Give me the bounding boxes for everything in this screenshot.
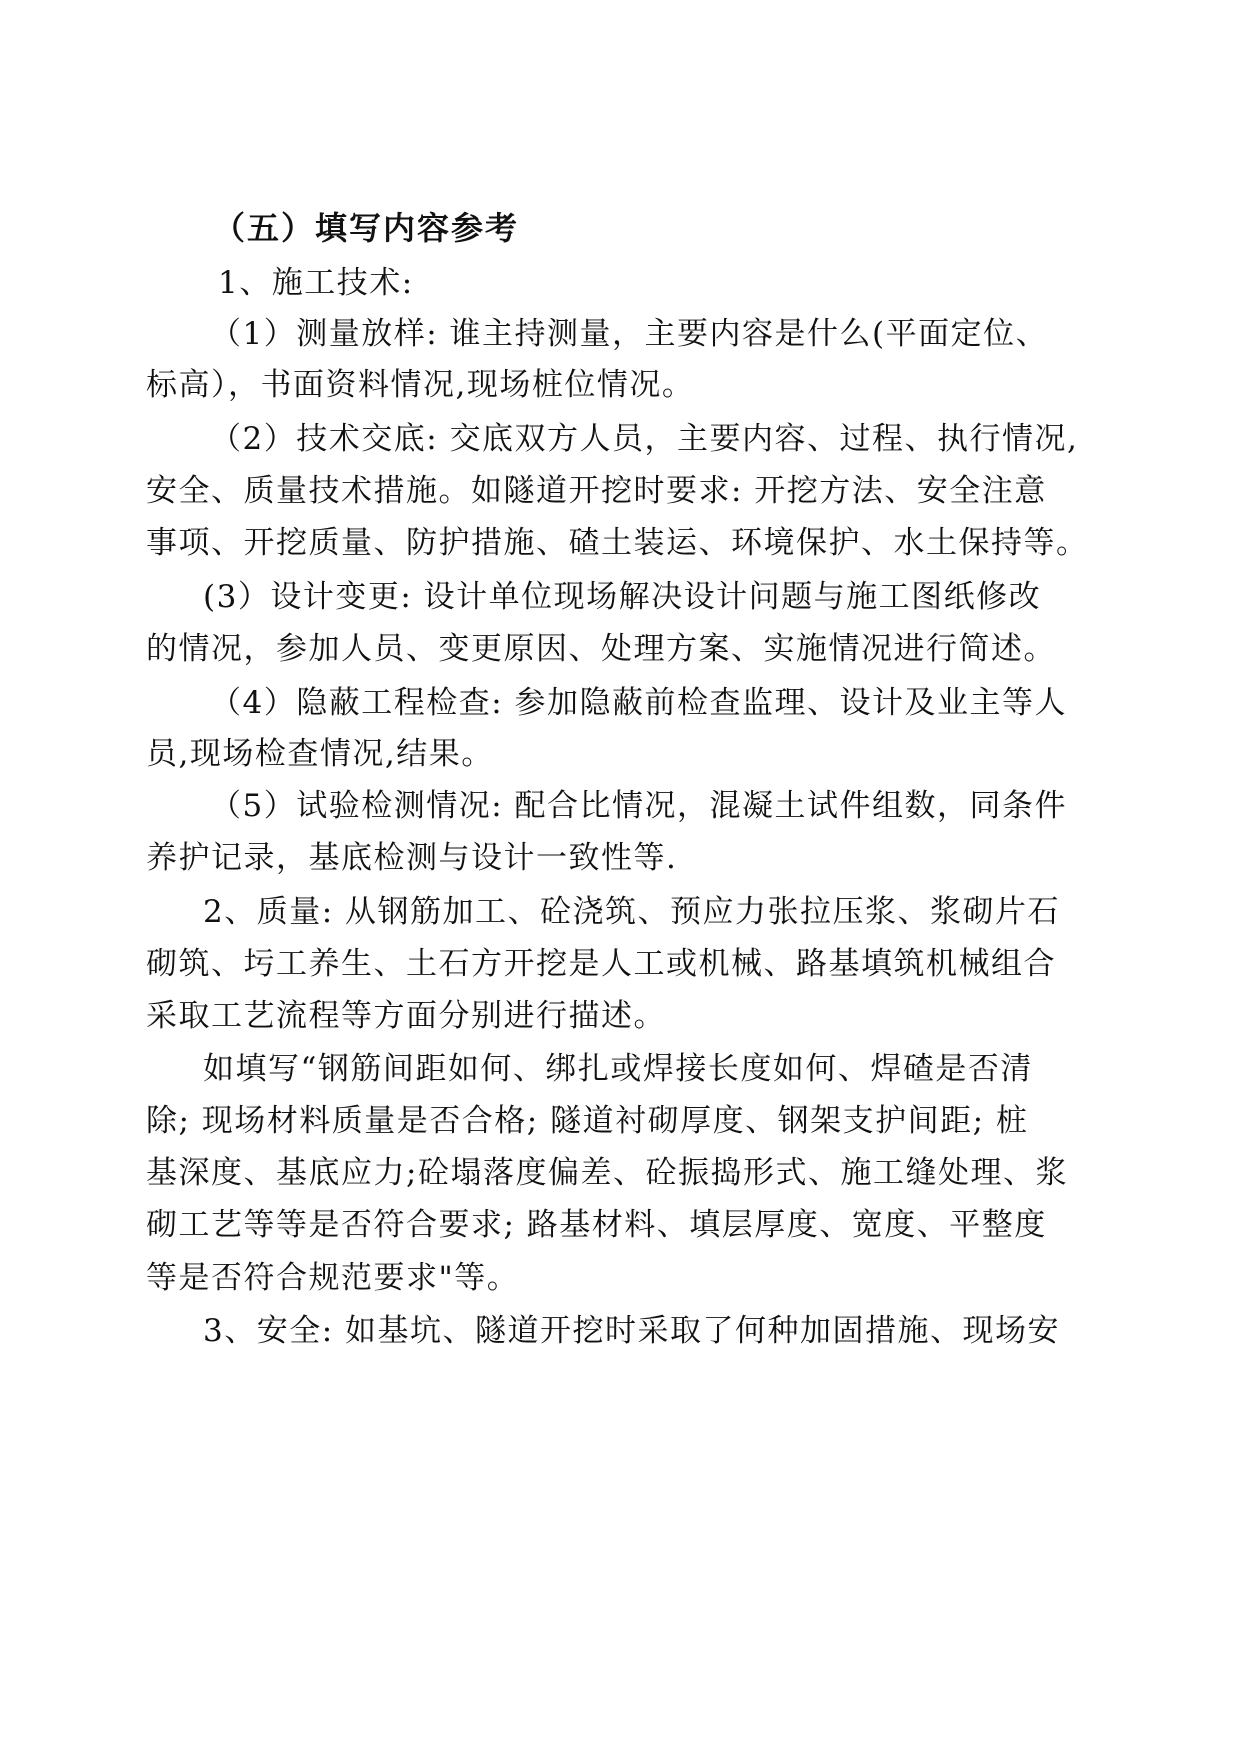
text-line: 基深度、基底应力;砼塌落度偏差、砼振捣形式、施工缝处理、浆	[146, 1155, 1068, 1191]
text-line: 事项、开挖质量、防护措施、碴土装运、环境保护、水土保持等。	[146, 525, 1089, 561]
text-line: 等是否符合规范要求"等。	[146, 1260, 520, 1296]
text-line: （5）试验检测情况: 配合比情况，混凝土试件组数，同条件	[210, 788, 1068, 824]
text-line: （2）技术交底: 交底双方人员，主要内容、过程、执行情况,	[210, 421, 1079, 457]
text-line: 采取工艺流程等方面分别进行描述。	[146, 998, 666, 1034]
text-line: 的情况，参加人员、变更原因、处理方案、实施情况进行简述。	[146, 631, 1056, 667]
text-line: 砌筑、圬工养生、土石方开挖是人工或机械、路基填筑机械组合	[146, 946, 1056, 982]
text-line: 除; 现场材料质量是否合格; 隧道衬砌厚度、钢架支护间距; 桩	[146, 1103, 1029, 1139]
text-line: （4）隐蔽工程检查: 参加隐蔽前检查监理、设计及业主等人	[210, 685, 1068, 721]
text-line: 3、安全: 如基坑、隧道开挖时采取了何种加固措施、现场安	[203, 1313, 1061, 1349]
text-line: 养护记录，基底检测与设计一致性等.	[146, 840, 678, 876]
text-line: 2、质量: 从钢筋加工、砼浇筑、预应力张拉压浆、浆砌片石	[203, 894, 1061, 930]
text-line: 标高），书面资料情况,现场桩位情况。	[146, 367, 695, 403]
section-heading: （五）填写内容参考	[213, 209, 520, 247]
text-line: 砌工艺等等是否符合要求; 路基材料、填层厚度、宽度、平整度	[146, 1207, 1047, 1243]
text-line: 如填写“钢筋间距如何、绑扎或焊接长度如何、焊碴是否清	[203, 1051, 1033, 1087]
text-line: 安全、质量技术措施。如隧道开挖时要求: 开挖方法、安全注意	[146, 473, 1047, 509]
text-line: （1）测量放样: 谁主持测量，主要内容是什么(平面定位、	[210, 316, 1049, 352]
text-line: 1、施工技术:	[218, 265, 414, 301]
text-line: (3）设计变更: 设计单位现场解决设计问题与施工图纸修改	[203, 579, 1042, 615]
text-line: 员,现场检查情况,结果。	[146, 736, 494, 772]
